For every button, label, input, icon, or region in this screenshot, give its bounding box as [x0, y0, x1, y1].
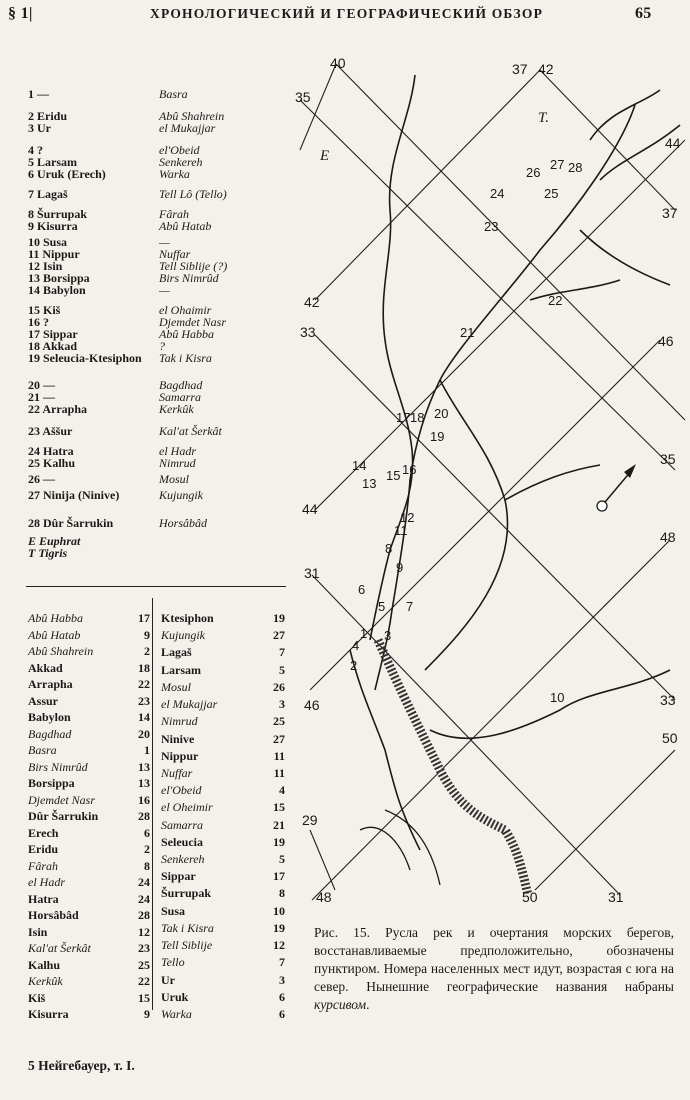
index-row: [161, 819, 287, 832]
section-mark: § 1|: [8, 5, 33, 22]
site-number: 23: [484, 219, 499, 234]
site-number: 22: [548, 293, 563, 308]
caption-emphasis: курсивом: [314, 997, 367, 1012]
legend-modern-name: Birs Nimrûd: [159, 271, 219, 285]
site-number: 14: [352, 458, 367, 473]
index-row: [161, 853, 287, 866]
index-number: 13: [138, 776, 150, 790]
index-name: Ur: [161, 972, 175, 987]
index-name: Basra: [28, 743, 57, 757]
grid-label: 46: [304, 697, 320, 713]
index-row: [161, 698, 287, 711]
index-name: Larsam: [161, 662, 201, 677]
index-number: 1: [144, 743, 150, 757]
site-number: 20: [434, 406, 449, 421]
index-number: 8: [144, 858, 150, 873]
grid-line: [310, 830, 335, 890]
legend-row: [28, 473, 288, 486]
grid-label: 31: [608, 889, 624, 905]
index-row: [161, 922, 287, 935]
index-number: 16: [138, 792, 150, 807]
index-number: 5: [279, 852, 285, 867]
legend-row: [28, 457, 288, 470]
legend-modern-name: Warka: [159, 167, 190, 181]
legend-ancient-name: 4 ?: [28, 143, 43, 157]
index-row: [161, 784, 287, 797]
site-number: 17: [396, 410, 411, 425]
index-number: 2: [144, 842, 150, 856]
index-row: [28, 893, 150, 906]
index-name: Babylon: [28, 710, 71, 724]
index-number: 23: [138, 941, 150, 955]
index-row: [28, 629, 150, 642]
index-number: 12: [273, 938, 285, 953]
index-name: Ninive: [161, 731, 195, 746]
index-name: Nuffar: [161, 765, 193, 780]
legend-modern-name: Horsâbâd: [159, 516, 208, 530]
site-number: 11: [394, 523, 408, 538]
legend-ancient-name: 27 Ninija (Ninive): [28, 488, 120, 502]
legend-ancient-name: 20 —: [28, 378, 55, 392]
index-number: 12: [138, 924, 150, 939]
index-number: 3: [279, 972, 285, 987]
index-name: Arrapha: [28, 677, 73, 691]
legend-ancient-name: T Tigris: [28, 546, 68, 560]
legend-ancient-name: 26 —: [28, 472, 55, 486]
river-channel: [350, 650, 420, 850]
index-row: [28, 810, 150, 823]
legend-ancient-name: 21 —: [28, 390, 55, 404]
index-column-divider: [152, 598, 153, 1010]
grid-label: 37: [662, 205, 678, 221]
index-name: Kiš: [28, 990, 46, 1005]
index-row: [28, 711, 150, 724]
index-number: 7: [279, 955, 285, 970]
index-number: 25: [138, 957, 150, 972]
index-name: Erech: [28, 825, 59, 840]
index-row: [28, 1008, 150, 1021]
legend-divider: [26, 586, 286, 587]
index-name: Borsippa: [28, 776, 75, 790]
legend-ancient-name: 13 Borsippa: [28, 271, 90, 285]
index-row: [161, 629, 287, 642]
grid-label: 42: [304, 294, 320, 310]
legend-ancient-name: 11 Nippur: [28, 247, 80, 261]
page-number: 65: [635, 5, 652, 22]
grid-line: [540, 70, 675, 210]
river-tributary: [530, 230, 670, 300]
index-number: 24: [138, 875, 150, 889]
legend-row: [28, 403, 288, 416]
index-row: [161, 870, 287, 883]
site-number: 24: [490, 186, 505, 201]
index-name: Lagaš: [161, 645, 192, 660]
index-name: Nimrud: [161, 714, 198, 729]
legend-ancient-name: 9 Kisurra: [28, 219, 78, 233]
index-name: Dûr Šarrukin: [28, 809, 99, 823]
index-name: Djemdet Nasr: [28, 792, 95, 807]
grid-label: 40: [330, 55, 346, 71]
index-name: Kujungik: [161, 628, 205, 643]
index-name: Tell Siblije: [161, 938, 213, 953]
index-name: Fârah: [28, 858, 58, 873]
index-name: Bagdhad: [28, 726, 72, 741]
index-name: Assur: [28, 693, 59, 708]
index-row: [28, 876, 150, 889]
index-number: 9: [144, 1007, 150, 1021]
index-name: Horsâbâd: [28, 908, 79, 922]
index-name: Kerkûk: [28, 974, 63, 988]
index-number: 6: [279, 989, 285, 1004]
index-number: 27: [273, 628, 285, 643]
index-number: 22: [138, 974, 150, 988]
index-number: 10: [273, 903, 285, 918]
site-number: 1: [360, 626, 368, 641]
grid-line: [300, 64, 336, 150]
site-number: 25: [544, 186, 559, 201]
index-row: [28, 612, 150, 625]
index-row: [161, 767, 287, 780]
index-row: [28, 827, 150, 840]
legend-modern-name: Mosul: [159, 472, 189, 486]
legend-modern-name: Djemdet Nasr: [159, 315, 226, 329]
site-number: 3: [384, 628, 392, 643]
grid-label: 42: [538, 61, 554, 77]
index-name: Kalhu: [28, 957, 61, 972]
river-letter: T.: [538, 110, 549, 126]
index-row: [28, 860, 150, 873]
legend-modern-name: —: [159, 283, 170, 297]
figure-caption: [314, 924, 674, 1014]
grid-label: 29: [302, 812, 318, 828]
index-name: Ktesiphon: [161, 611, 214, 625]
index-number: 5: [279, 662, 285, 677]
index-number: 4: [279, 783, 285, 798]
legend-ancient-name: 6 Uruk (Erech): [28, 167, 106, 181]
site-number: 16: [402, 462, 417, 477]
index-number: 7: [279, 645, 285, 660]
index-number: 14: [138, 710, 150, 724]
index-row: [161, 939, 287, 952]
legend-modern-name: el Hadr: [159, 444, 196, 458]
grid-label: 33: [300, 324, 316, 340]
index-row: [161, 646, 287, 659]
legend-modern-name: Kal'at Šerkât: [159, 424, 222, 438]
legend-ancient-name: 17 Sippar: [28, 327, 78, 341]
index-row: [28, 744, 150, 757]
north-arrow: [597, 464, 636, 511]
legend-ancient-name: 16 ?: [28, 315, 49, 329]
index-name: Abû Hatab: [28, 627, 81, 642]
index-number: 11: [273, 748, 285, 763]
legend-modern-name: Nuffar: [159, 247, 191, 261]
grid-line: [535, 750, 675, 890]
site-number: 2: [350, 658, 358, 673]
site-number: 10: [550, 690, 565, 705]
index-row: [28, 926, 150, 939]
legend-modern-name: Tell Siblije (?): [159, 259, 228, 273]
index-row: [161, 974, 287, 987]
tigris-branch: [425, 380, 508, 670]
index-row: [161, 715, 287, 728]
index-name: Abû Shahrein: [28, 644, 94, 658]
site-number: 28: [568, 160, 583, 175]
index-row: [161, 801, 287, 814]
site-number: 5: [378, 599, 386, 614]
index-number: 23: [138, 693, 150, 708]
index-number: 17: [138, 611, 150, 625]
site-number: 6: [358, 582, 366, 597]
index-number: 20: [138, 726, 150, 741]
index-name: Tello: [161, 955, 185, 970]
legend-modern-name: Abû Shahrein: [159, 109, 225, 123]
grid-label: 44: [302, 501, 318, 517]
index-number: 9: [144, 627, 150, 642]
grid-label: 35: [660, 451, 676, 467]
index-name: Šurrupak: [161, 886, 212, 901]
index-name: Hatra: [28, 891, 59, 906]
legend-modern-name: Basra: [159, 87, 188, 101]
legend-ancient-name: 10 Susa: [28, 235, 68, 249]
site-number: 27: [550, 157, 565, 172]
legend-row: [28, 220, 288, 233]
site-number: 15: [386, 468, 401, 483]
legend-modern-name: Tak i Kisra: [159, 351, 212, 365]
grid-label: 50: [662, 730, 678, 746]
legend-row: [28, 284, 288, 297]
index-row: [28, 777, 150, 790]
index-number: 15: [138, 990, 150, 1005]
index-name: Eridu: [28, 842, 59, 856]
index-row: [28, 662, 150, 675]
legend-modern-name: ?: [159, 339, 165, 353]
grid-label: 37: [512, 61, 528, 77]
index-name: Sippar: [161, 869, 196, 884]
index-row: [28, 843, 150, 856]
legend-modern-name: el'Obeid: [159, 143, 200, 157]
shoreline-hatched: [378, 640, 528, 895]
legend-row: [28, 88, 288, 101]
site-number: 4: [352, 638, 360, 653]
index-name: Senkereh: [161, 852, 205, 867]
index-number: 24: [138, 891, 150, 906]
tigris-river: [375, 105, 635, 690]
grid-line: [315, 70, 540, 300]
site-number: 9: [396, 560, 404, 575]
grid-label: 48: [316, 889, 332, 905]
index-name: Susa: [161, 903, 186, 918]
index-number: 2: [144, 644, 150, 658]
page-footer-signature: 5 Нейгебауер, т. I.: [28, 1058, 135, 1073]
legend-modern-name: Kerkûk: [159, 402, 194, 416]
index-number: 11: [273, 765, 285, 780]
site-number: 13: [362, 476, 377, 491]
index-row: [28, 959, 150, 972]
site-number: 8: [385, 541, 393, 556]
index-row: [161, 1008, 287, 1021]
grid-line: [300, 100, 675, 470]
index-name: Warka: [161, 1007, 192, 1021]
index-number: 6: [279, 1007, 285, 1021]
index-name: Samarra: [161, 817, 204, 832]
legend-modern-name: Samarra: [159, 390, 202, 404]
site-number: 21: [460, 325, 475, 340]
index-row: [28, 645, 150, 658]
index-name: Akkad: [28, 660, 63, 675]
index-number: 27: [273, 731, 285, 746]
legend-row: [28, 489, 288, 502]
legend-row: [28, 122, 288, 135]
index-name: el Hadr: [28, 875, 65, 889]
index-number: 28: [138, 908, 150, 922]
legend-modern-name: Kujungik: [159, 488, 203, 502]
index-name: Birs Nimrûd: [28, 759, 88, 774]
legend-ancient-name: 18 Akkad: [28, 339, 78, 353]
index-number: 22: [138, 677, 150, 691]
index-row: [161, 664, 287, 677]
legend-ancient-name: 1 —: [28, 87, 49, 101]
legend-ancient-name: 22 Arrapha: [28, 402, 88, 416]
legend-ancient-name: 3 Ur: [28, 121, 51, 135]
legend-row: [28, 188, 288, 201]
index-name: el Mukajjar: [161, 697, 218, 712]
index-number: 25: [273, 714, 285, 729]
legend-row: [28, 547, 288, 560]
index-name: Kisurra: [28, 1007, 69, 1021]
index-number: 26: [273, 679, 285, 694]
grid-label: 31: [304, 565, 320, 581]
grid-line: [312, 575, 620, 895]
index-row: [161, 750, 287, 763]
grid-label: 46: [658, 333, 674, 349]
index-number: 19: [273, 834, 285, 849]
index-number: 17: [273, 869, 285, 884]
legend-ancient-name: 15 Kiš: [28, 303, 61, 317]
legend-row: [28, 517, 288, 530]
index-number: 21: [273, 817, 285, 832]
mesopotamia-map: [290, 50, 690, 910]
legend-modern-name: Senkereh: [159, 155, 203, 169]
index-row: [161, 956, 287, 969]
site-number: 19: [430, 429, 445, 444]
legend-modern-name: Bagdhad: [159, 378, 203, 392]
index-number: 3: [279, 697, 285, 712]
site-number: 7: [406, 599, 414, 614]
legend-row: [28, 425, 288, 438]
grid-line: [315, 335, 675, 700]
legend-row: [28, 168, 288, 181]
caption-end: .: [366, 997, 370, 1012]
grid-label: 44: [665, 135, 681, 151]
site-number: 26: [526, 165, 541, 180]
index-name: el Oheimir: [161, 800, 213, 815]
index-name: Uruk: [161, 989, 189, 1004]
legend-ancient-name: E Euphrat: [28, 534, 81, 548]
index-name: Abû Habba: [28, 611, 83, 625]
index-row: [161, 733, 287, 746]
index-row: [161, 836, 287, 849]
index-row: [28, 909, 150, 922]
running-head-title: ХРОНОЛОГИЧЕСКИЙ И ГЕОГРАФИЧЕСКИЙ ОБЗОР: [150, 6, 544, 21]
index-number: 8: [279, 886, 285, 901]
index-row: [28, 942, 150, 955]
legend-ancient-name: 19 Seleucia-Ktesiphon: [28, 351, 142, 365]
legend-ancient-name: 5 Larsam: [28, 155, 77, 169]
index-name: Tak i Kisra: [161, 920, 214, 935]
index-number: 28: [138, 809, 150, 823]
legend-modern-name: Tell Lô (Tello): [159, 187, 227, 201]
index-name: Kal'at Šerkât: [28, 941, 91, 955]
index-row: [161, 991, 287, 1004]
index-row: [28, 728, 150, 741]
grid-label: 48: [660, 529, 676, 545]
caption-text: Рис. 15. Русла рек и очертания морских берегов, восстанавливаемые предположительно, обозначены пунктиром. Номера населенных мест идут, возрастая с юга на север. Нынешние географические названия набраны: [314, 925, 674, 994]
legend-modern-name: el Ohaimir: [159, 303, 212, 317]
index-row: [28, 678, 150, 691]
rivers: [350, 75, 680, 850]
index-name: Nippur: [161, 748, 199, 763]
river-tributary: [505, 465, 600, 500]
legend-ancient-name: 2 Eridu: [28, 109, 68, 123]
index-name: Mosul: [161, 679, 191, 694]
legend-modern-name: el Mukajjar: [159, 121, 216, 135]
index-row: [28, 794, 150, 807]
index-row: [161, 681, 287, 694]
legend-ancient-name: 28 Dûr Šarrukin: [28, 516, 114, 530]
index-row: [161, 887, 287, 900]
index-name: Seleucia: [161, 834, 203, 849]
index-row: [28, 992, 150, 1005]
index-number: 19: [273, 920, 285, 935]
legend-modern-name: Abû Habba: [159, 327, 214, 341]
index-row: [161, 612, 287, 625]
coastline: [360, 810, 440, 885]
index-row: [28, 695, 150, 708]
grid-label: 35: [295, 89, 311, 105]
grid-line: [312, 540, 670, 900]
index-number: 13: [138, 759, 150, 774]
index-row: [161, 905, 287, 918]
legend-ancient-name: 23 Aššur: [28, 424, 73, 438]
euphrates-river: [370, 75, 415, 640]
legend-ancient-name: 25 Kalhu: [28, 456, 76, 470]
index-name: Isin: [28, 924, 48, 939]
site-number: 12: [400, 510, 415, 525]
site-number: 18: [410, 410, 425, 425]
river-letter: E: [320, 148, 330, 164]
legend-modern-name: —: [159, 235, 170, 249]
grid-label: 50: [522, 889, 538, 905]
legend-ancient-name: 14 Babylon: [28, 283, 86, 297]
index-name: el'Obeid: [161, 783, 202, 798]
legend-modern-name: Fârah: [159, 207, 189, 221]
index-row: [28, 761, 150, 774]
index-number: 19: [273, 611, 285, 625]
legend-ancient-name: 24 Hatra: [28, 444, 74, 458]
legend-row: [28, 352, 288, 365]
legend-modern-name: Abû Hatab: [159, 219, 212, 233]
legend-ancient-name: 8 Šurrupak: [28, 207, 88, 221]
legend-ancient-name: 7 Lagaš: [28, 187, 68, 201]
grid-label: 33: [660, 692, 676, 708]
legend-ancient-name: 12 Isin: [28, 259, 63, 273]
index-number: 6: [144, 825, 150, 840]
legend-modern-name: Nimrud: [159, 456, 196, 470]
index-row: [28, 975, 150, 988]
index-number: 18: [138, 660, 150, 675]
index-number: 15: [273, 800, 285, 815]
